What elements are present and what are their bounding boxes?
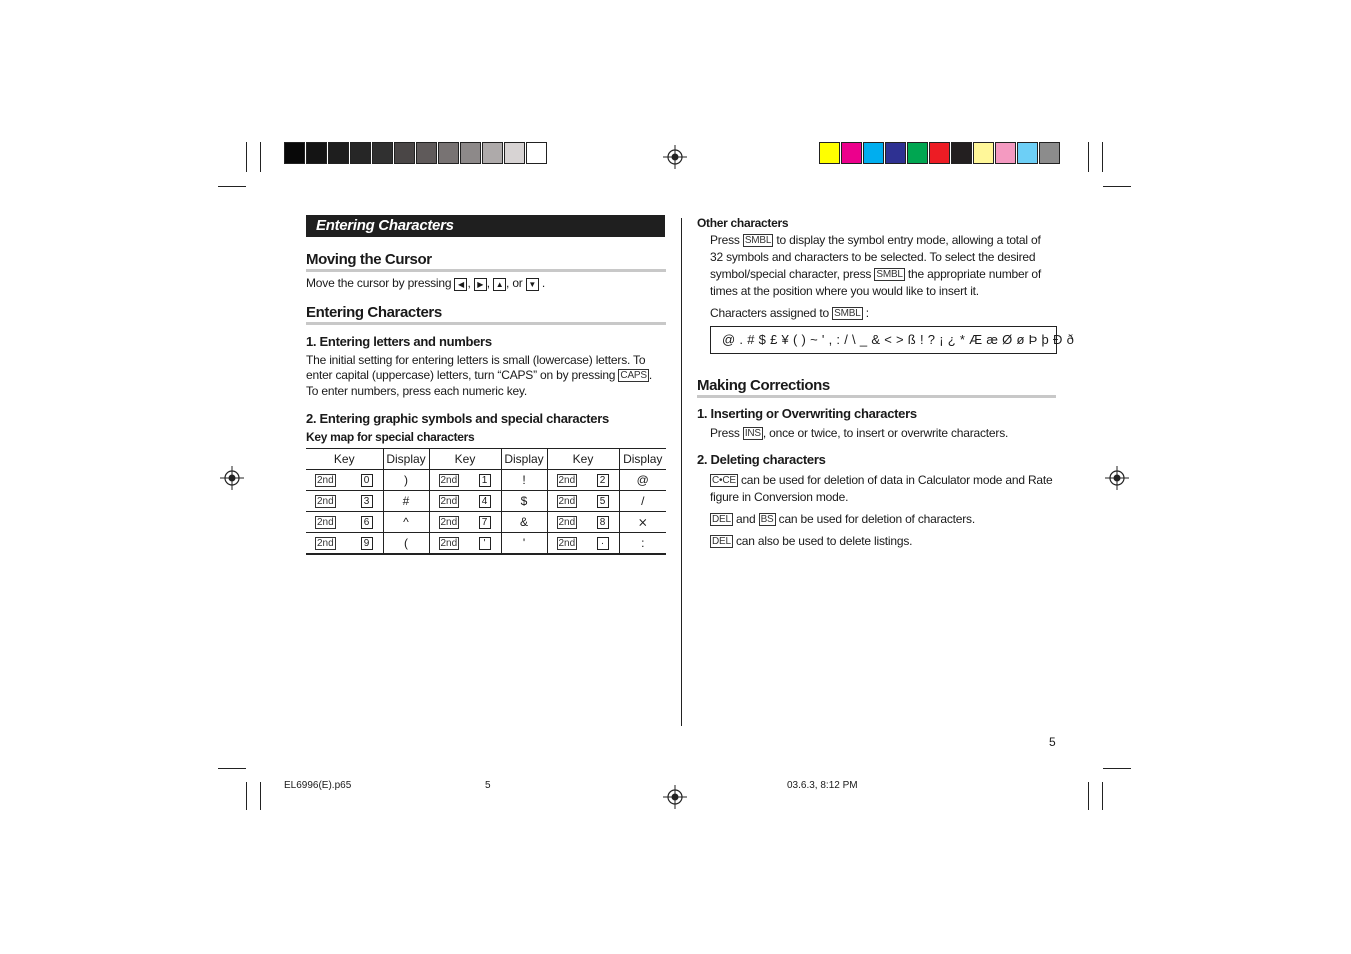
keymap-display-cell: ': [501, 533, 547, 555]
header-key: Key: [547, 449, 619, 470]
column-divider: [681, 218, 682, 726]
color-swatch: [372, 142, 393, 164]
header-display: Display: [383, 449, 429, 470]
second-function-key-icon: 2nd: [440, 537, 458, 549]
up-arrow-key-icon: ▲: [493, 278, 506, 291]
color-swatch: [973, 142, 994, 164]
numeric-key-icon: ·: [597, 537, 609, 550]
registration-mark-right: [1105, 466, 1129, 490]
numeric-key-icon: 5: [597, 495, 609, 508]
second-function-key-icon: 2nd: [558, 516, 576, 528]
second-function-key-icon: 2nd: [317, 495, 334, 507]
color-swatch: [350, 142, 371, 164]
insert-overwrite-text: Press INS , once or twice, to insert or overwrite characters.: [710, 426, 1009, 440]
letters-numbers-line1: The initial setting for entering letters is small (lowercase) letters. To: [306, 353, 646, 367]
numeric-key-icon: 2: [597, 474, 609, 487]
second-function-key-icon: 2nd: [440, 516, 458, 528]
right-arrow-key-icon: ▶: [474, 278, 487, 291]
numeric-key-icon: 9: [361, 537, 373, 550]
other-characters-line4: times at the position where you would like to insert it.: [710, 284, 979, 298]
keymap-row: [306, 533, 666, 555]
color-swatch: [819, 142, 840, 164]
keymap-row: [306, 512, 666, 533]
caps-key-icon: CAPS: [620, 370, 647, 381]
smbl-key-icon: SMBL: [834, 308, 861, 319]
color-swatch: [907, 142, 928, 164]
color-swatch: [863, 142, 884, 164]
letters-numbers-heading: 1. Entering letters and numbers: [306, 334, 492, 349]
header-key: Key: [429, 449, 501, 470]
numeric-key-icon: 7: [479, 516, 491, 529]
heading-rule: [306, 269, 666, 272]
header-display: Display: [501, 449, 547, 470]
color-swatch: [504, 142, 525, 164]
color-swatch: [394, 142, 415, 164]
keymap-row: [306, 470, 666, 491]
header-key: Key: [306, 449, 383, 470]
other-characters-heading: Other characters: [697, 216, 789, 230]
color-swatch: [438, 142, 459, 164]
keymap-display-cell: :: [619, 533, 666, 555]
letters-numbers-line3: To enter numbers, press each numeric key.: [306, 384, 528, 398]
smbl-key-icon: SMBL: [876, 269, 903, 280]
deleting-line2: figure in Conversion mode.: [710, 490, 849, 504]
keymap-key-cell: [547, 491, 619, 512]
keymap-key-cell: [429, 470, 501, 491]
del-key-icon: DEL: [712, 536, 731, 547]
moving-cursor-text: Move the cursor by pressing ◀ , ▶ , ▲ , or ▼ .: [306, 276, 546, 290]
keymap-display-cell: ⨯: [619, 512, 666, 533]
making-corrections-heading: Making Corrections: [697, 377, 830, 394]
keymap-key-cell: [547, 470, 619, 491]
numeric-key-icon: 0: [361, 474, 373, 487]
deleting-line4: DEL can also be used to delete listings.: [712, 534, 913, 548]
deleting-heading: 2. Deleting characters: [697, 452, 826, 467]
color-swatch: [885, 142, 906, 164]
keymap-title: Key map for special characters: [306, 430, 475, 444]
keymap-key-cell: [306, 491, 383, 512]
color-swatch: [284, 142, 305, 164]
deleting-line1: C•CE can be used for deletion of data in Calculator mode and Rate: [712, 473, 1053, 487]
page-number: 5: [1049, 735, 1056, 749]
keymap-display-cell: !: [501, 470, 547, 491]
heading-rule: [306, 322, 666, 325]
registration-mark-top: [663, 145, 687, 169]
keymap-key-cell: [429, 533, 501, 555]
entering-characters-heading: Entering Characters: [306, 304, 442, 321]
second-function-key-icon: 2nd: [440, 474, 458, 486]
color-swatch: [526, 142, 547, 164]
second-function-key-icon: 2nd: [558, 495, 576, 507]
color-swatch: [841, 142, 862, 164]
keymap-display-cell: ): [383, 470, 429, 491]
numeric-key-icon: 4: [479, 495, 491, 508]
footer-page: 5: [485, 780, 491, 791]
numeric-key-icon: 6: [361, 516, 373, 529]
down-arrow-key-icon: ▼: [526, 278, 539, 291]
keymap-key-cell: [306, 512, 383, 533]
left-arrow-key-icon: ◀: [454, 278, 467, 291]
color-swatch: [1039, 142, 1060, 164]
second-function-key-icon: 2nd: [558, 537, 576, 549]
header-display: Display: [619, 449, 666, 470]
ins-key-icon: INS: [744, 428, 761, 439]
characters-assigned-label: Characters assigned to SMBL :: [710, 306, 869, 320]
color-swatch: [482, 142, 503, 164]
bs-key-icon: BS: [760, 514, 774, 525]
keymap-display-cell: #: [383, 491, 429, 512]
keymap-display-cell: ^: [383, 512, 429, 533]
moving-cursor-heading: Moving the Cursor: [306, 251, 432, 268]
deleting-line3: DEL and BS can be used for deletion of characters.: [712, 512, 975, 526]
numeric-key-icon: 8: [597, 516, 609, 529]
registration-mark-left: [220, 466, 244, 490]
keymap-header-row: [306, 449, 666, 470]
insert-overwrite-heading: 1. Inserting or Overwriting characters: [697, 406, 917, 421]
smbl-key-icon: SMBL: [744, 235, 772, 246]
footer-timestamp: 03.6.3, 8:12 PM: [787, 780, 858, 791]
keymap-display-cell: (: [383, 533, 429, 555]
registration-mark-bottom: [663, 785, 687, 809]
color-swatch: [951, 142, 972, 164]
banner-title: Entering Characters: [316, 217, 454, 234]
symbol-list-box: [710, 326, 1075, 354]
heading-rule: [697, 395, 1056, 398]
numeric-key-icon: 3: [361, 495, 373, 508]
color-swatch: [416, 142, 437, 164]
keymap-key-cell: [429, 512, 501, 533]
second-function-key-icon: 2nd: [317, 537, 334, 549]
section-banner: [306, 215, 665, 237]
numeric-key-icon: 1: [479, 474, 491, 487]
del-key-icon: DEL: [712, 514, 731, 525]
footer-file-name: EL6996(E).p65: [284, 780, 352, 791]
color-swatch: [995, 142, 1016, 164]
keymap-row: [306, 491, 666, 512]
keymap-display-cell: @: [619, 470, 666, 491]
keymap-display-cell: &: [501, 512, 547, 533]
keymap-display-cell: /: [619, 491, 666, 512]
keymap-key-cell: [547, 512, 619, 533]
color-swatch: [306, 142, 327, 164]
color-swatch: [1017, 142, 1038, 164]
second-function-key-icon: 2nd: [317, 474, 334, 486]
clear-key-icon: C•CE: [712, 475, 736, 486]
second-function-key-icon: 2nd: [317, 516, 334, 528]
graphic-symbols-heading: 2. Entering graphic symbols and special characters: [306, 411, 609, 426]
color-swatch: [328, 142, 349, 164]
color-swatch: [929, 142, 950, 164]
keymap-key-cell: [306, 533, 383, 555]
letters-numbers-line2: enter capital (uppercase) letters, turn “CAPS” on by pressing CAPS .: [306, 368, 652, 382]
symbol-list: @ . # $ £ ¥ ( ) ~ ' , : / \ _ & < > ß ! ? ¡ ¿ * Æ æ Ø ø Þ þ Ð ð: [722, 332, 1075, 347]
other-characters-line3: symbol/special character, press SMBL the appropriate number of: [710, 267, 1042, 281]
keymap-key-cell: [547, 533, 619, 555]
keymap-display-cell: $: [501, 491, 547, 512]
numeric-key-icon: ': [479, 537, 491, 550]
second-function-key-icon: 2nd: [558, 474, 576, 486]
second-function-key-icon: 2nd: [440, 495, 458, 507]
other-characters-line2: 32 symbols and characters to be selected. To select the desired: [710, 250, 1036, 264]
keymap-table: [306, 448, 666, 555]
other-characters-line1: Press SMBL to display the symbol entry mode, allowing a total of: [710, 233, 1041, 247]
keymap-key-cell: [429, 491, 501, 512]
color-swatch: [460, 142, 481, 164]
keymap-key-cell: [306, 470, 383, 491]
